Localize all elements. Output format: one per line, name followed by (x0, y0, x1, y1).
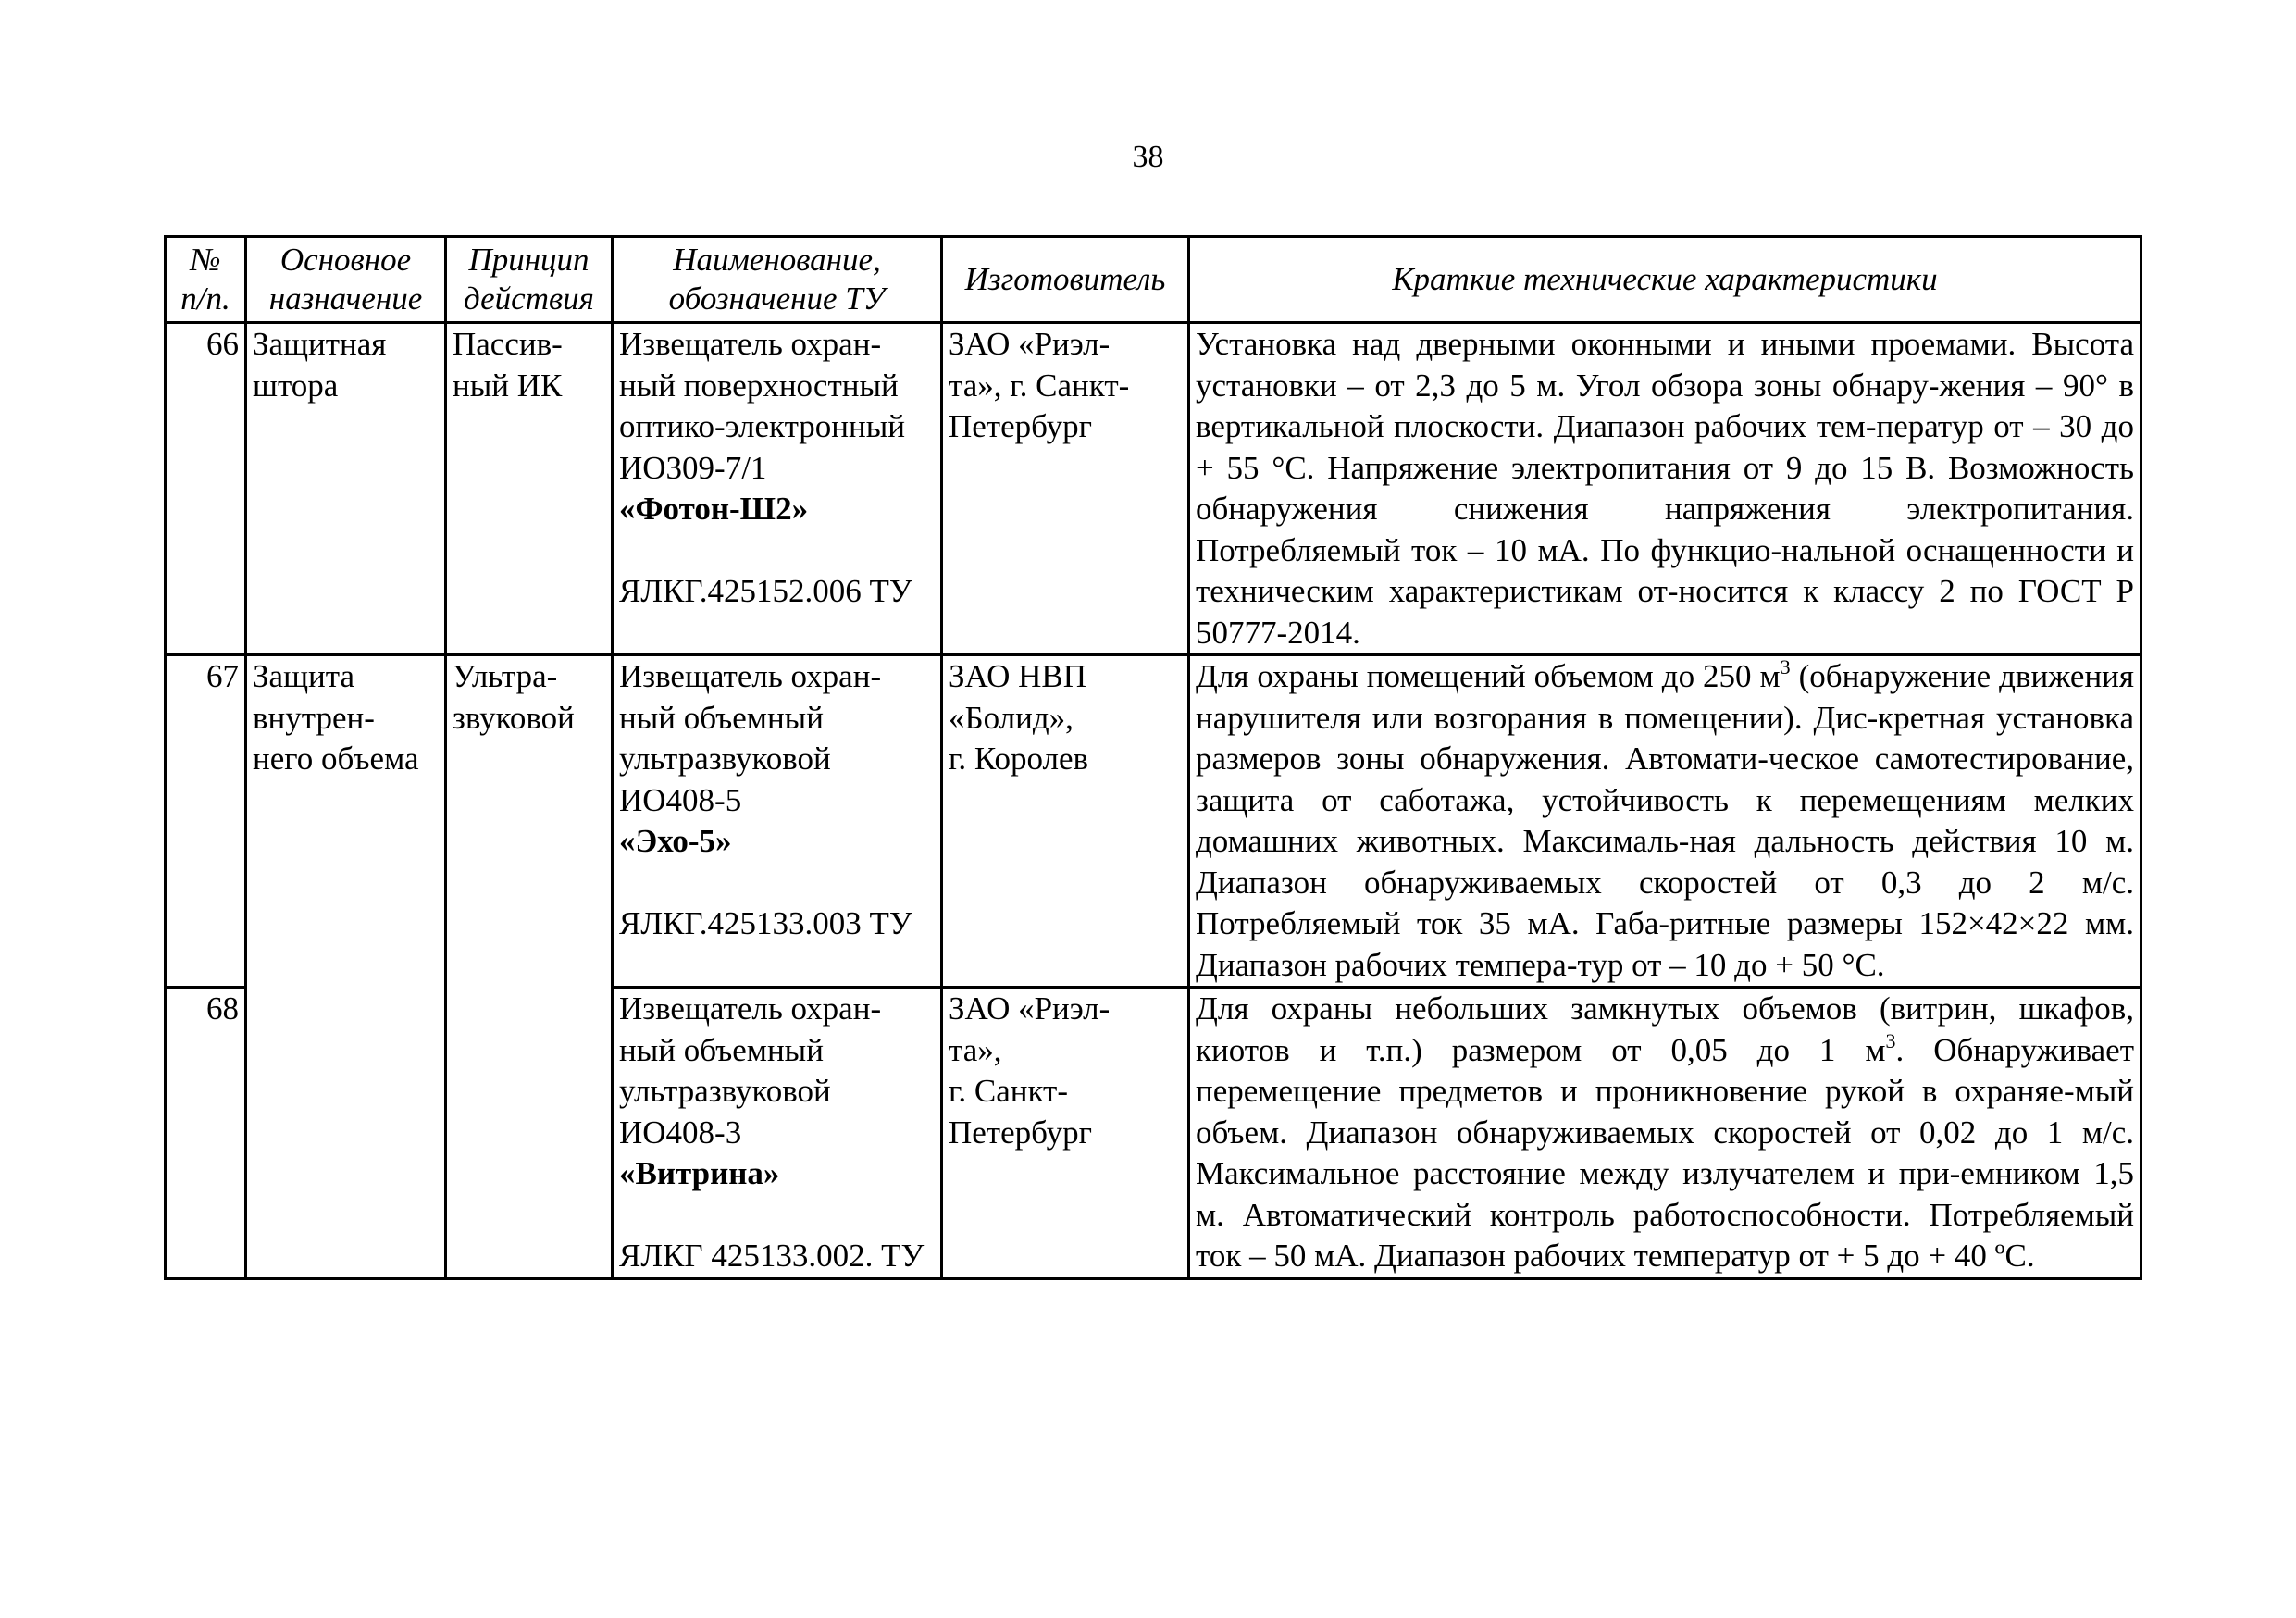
device-tu: ЯЛКГ.425152.006 ТУ (619, 573, 912, 609)
row-specs: Для охраны помещений объемом до 250 $м^3$ (обнаружение движения нарушителя или возгорания в помещении). Дис-кретная установка размеров зоны обнаружения. Автомати-ческое самотестирование, защита от саботажа, устойчивость к перемещениям мелких домашних животных. Максималь-ная дальность действия 10 м. Диапазон обнаруживаемых скоростей от 0,3 до 2 м/с. Потребляемый ток 35 мА. Габа-ритные размеры 152×42×22 мм. Диапазон рабочих темпера-тур от – 10 до + 50 °С. (1189, 655, 2141, 988)
row-device-name: Извещатель охран- ный поверхностный оптико-электронный ИО309-7/1 «Фотон-Ш2» ЯЛКГ.425152.006 ТУ (613, 323, 942, 655)
row-maker: ЗАО НВП «Болид», г. Королев (942, 655, 1189, 988)
table-header-row (166, 237, 2141, 323)
row-maker: ЗАО «Риэл- та», г. Санкт- Петербург (942, 988, 1189, 1279)
table-row (166, 323, 2141, 655)
table-row (166, 655, 2141, 988)
row-principle: Ультра- звуковой (446, 655, 613, 1279)
header-purpose: Основное назначение (246, 237, 446, 323)
row-principle: Пассив- ный ИК (446, 323, 613, 655)
header-maker: Изготовитель (942, 237, 1189, 323)
device-model: «Витрина» (619, 1155, 780, 1191)
row-purpose: Защитная штора (246, 323, 446, 655)
row-number: 68 (166, 988, 246, 1279)
header-num: № п/п. (166, 237, 246, 323)
row-specs: Для охраны небольших замкнутых объемов (витрин, шкафов, киотов и т.п.) размером от 0,05 до 1 $м^3$. Обнаруживает перемещение предметов и проникновение рукой в охраняе-мый объем. Диапазон обнаруживаемых скоростей от 0,02 до 1 м/с. Максимальное расстояние между излучателем и при-емником 1,5 м. Автоматический контроль работоспособности. Потребляемый ток – 50 мА. Диапазон рабочих температур от + 5 до + 40 ºС. (1189, 988, 2141, 1279)
header-principle: Принцип действия (446, 237, 613, 323)
page-number: 38 (1132, 140, 1164, 174)
row-maker: ЗАО «Риэл- та», г. Санкт- Петербург (942, 323, 1189, 655)
header-name: Наименование, обозначение ТУ (613, 237, 942, 323)
specifications-table (164, 235, 2142, 1280)
row-device-name: Извещатель охран- ный объемный ультразвуковой ИО408-3 «Витрина» ЯЛКГ 425133.002. ТУ (613, 988, 942, 1279)
row-specs: Установка над дверными оконными и иными проемами. Высота установки – от 2,3 до 5 м. Угол обзора зоны обнару-жения – 90° в вертикальной плоскости. Диапазон рабочих тем-ператур от – 30 до + 55 °С. Напряжение электропитания от 9 до 15 В. Возможность обнаружения снижения напряжения электропитания. Потребляемый ток – 10 мА. По функцио-нальной оснащенности и техническим характеристикам от-носится к классу 2 по ГОСТ Р 50777-2014. (1189, 323, 2141, 655)
device-model: «Фотон-Ш2» (619, 491, 809, 527)
device-model: «Эхо-5» (619, 823, 732, 859)
row-number: 66 (166, 323, 246, 655)
device-tu: ЯЛКГ 425133.002. ТУ (619, 1238, 925, 1274)
row-number: 67 (166, 655, 246, 988)
device-tu: ЯЛКГ.425133.003 ТУ (619, 905, 912, 941)
row-device-name: Извещатель охран- ный объемный ультразвуковой ИО408-5 «Эхо-5» ЯЛКГ.425133.003 ТУ (613, 655, 942, 988)
row-purpose: Защита внутрен- него объема (246, 655, 446, 1279)
header-specs: Краткие технические характеристики (1189, 237, 2141, 323)
